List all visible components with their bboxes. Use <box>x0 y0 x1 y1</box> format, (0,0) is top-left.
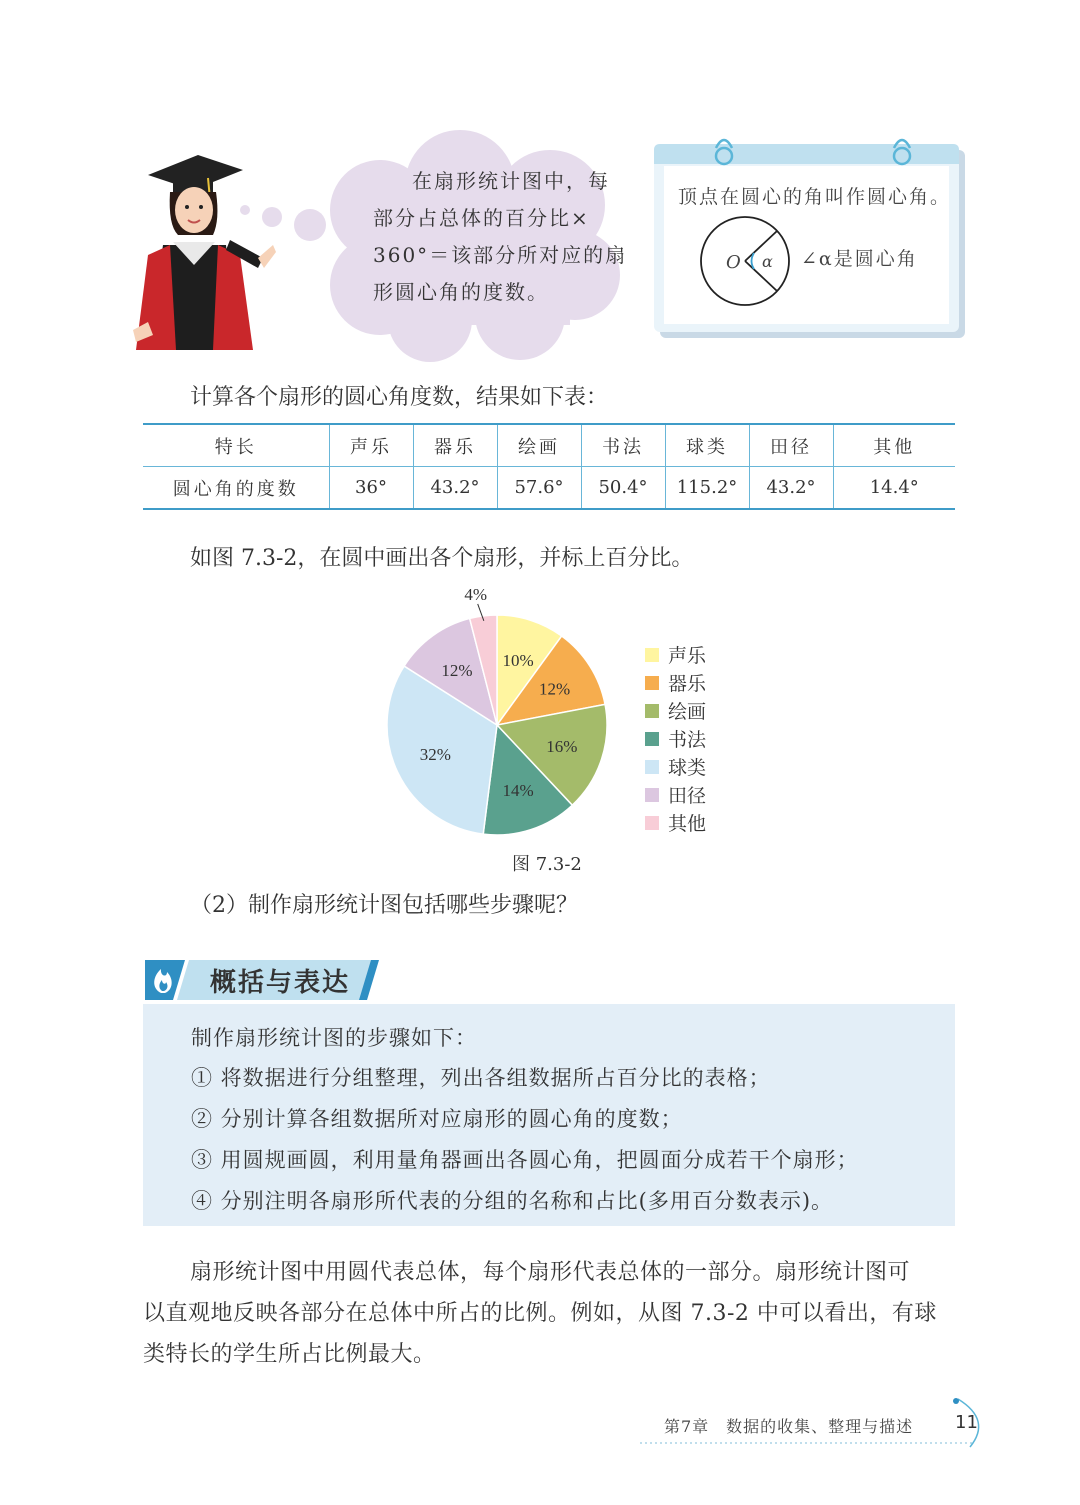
table-cell: 43.2° <box>749 467 833 510</box>
pie-slice-label: 4% <box>464 584 488 604</box>
pie-slice-label: 16% <box>546 737 578 757</box>
table-header-cell: 绘画 <box>497 424 581 467</box>
legend-label: 球类 <box>668 757 707 779</box>
summary-step: ① 将数据进行分组整理，列出各组数据所占百分比的表格； <box>191 1066 771 1090</box>
table-header-cell: 声乐 <box>329 424 413 467</box>
closing-line-2: 以直观地反映各部分在总体中所占的比例。例如，从图 7.3-2 中可以看出，有球 <box>143 1301 937 1326</box>
note-definition: 顶点在圆心的角叫作圆心角。 <box>678 186 952 208</box>
table-cell: 43.2° <box>413 467 497 510</box>
note-card-frame <box>650 130 970 345</box>
pie-slice-label: 10% <box>502 651 534 671</box>
pie-chart <box>370 580 730 850</box>
legend-label: 书法 <box>668 729 707 751</box>
table-cell: 14.4° <box>833 467 955 510</box>
cloud-line-4: 形圆心角的度数。 <box>373 280 549 304</box>
summary-step: ③ 用圆规画圆，利用量角器画出各圆心角，把圆面分成若干个扇形； <box>191 1148 859 1172</box>
legend-label: 绘画 <box>668 701 707 723</box>
page-number: 11 <box>955 1412 978 1433</box>
table-cell: 圆心角的度数 <box>143 467 329 510</box>
pie-slice-label: 12% <box>441 660 473 680</box>
table-header-cell: 书法 <box>581 424 665 467</box>
summary-box <box>143 1004 955 1226</box>
legend-swatch <box>645 676 659 690</box>
center-label: O <box>726 252 743 273</box>
closing-line-3: 类特长的学生所占比例最大。 <box>143 1342 436 1367</box>
legend-swatch <box>645 732 659 746</box>
legend-swatch <box>645 760 659 774</box>
cloud-line-1: 在扇形统计图中，每 <box>412 169 610 193</box>
figure-intro: 如图 7.3-2，在圆中画出各个扇形，并标上百分比。 <box>190 546 694 571</box>
figure-caption: 图 7.3-2 <box>512 854 582 875</box>
note-caption: ∠α是圆心角 <box>801 248 918 270</box>
table-cell: 50.4° <box>581 467 665 510</box>
table-header-cell: 球类 <box>665 424 749 467</box>
summary-step: ② 分别计算各组数据所对应扇形的圆心角的度数； <box>191 1107 683 1131</box>
legend-swatch <box>645 648 659 662</box>
cloud-line-2: 部分占总体的百分比× <box>373 206 590 230</box>
legend-label: 田径 <box>668 785 707 807</box>
legend-label: 器乐 <box>668 673 707 695</box>
footer-chapter: 第7章 数据的收集、整理与描述 <box>664 1417 914 1436</box>
table-header-cell: 田径 <box>749 424 833 467</box>
closing-line-1: 扇形统计图中用圆代表总体，每个扇形代表总体的一部分。扇形统计图可 <box>190 1260 911 1285</box>
table-cell: 57.6° <box>497 467 581 510</box>
table-cell: 36° <box>329 467 413 510</box>
pie-slice-label: 12% <box>538 679 571 699</box>
intro-text: 计算各个扇形的圆心角度数，结果如下表： <box>190 385 609 410</box>
table-cell: 115.2° <box>665 467 749 510</box>
table-header-cell: 特长 <box>143 424 329 467</box>
table-row <box>143 467 955 510</box>
legend-label: 声乐 <box>668 645 707 667</box>
pie-slice-label: 14% <box>502 780 534 800</box>
thought-cloud <box>230 125 630 365</box>
legend-swatch <box>645 816 659 830</box>
table-header-row <box>143 424 955 467</box>
cloud-line-3: 360°＝该部分所对应的扇 <box>373 243 628 267</box>
table-header-cell: 器乐 <box>413 424 497 467</box>
legend-swatch <box>645 788 659 802</box>
summary-lead: 制作扇形统计图的步骤如下： <box>191 1026 477 1050</box>
section-title: 概括与表达 <box>210 968 351 998</box>
central-angle-table <box>143 423 955 510</box>
question-text: （2）制作扇形统计图包括哪些步骤呢？ <box>190 893 578 918</box>
summary-step: ④ 分别注明各扇形所代表的分组的名称和占比(多用百分数表示)。 <box>191 1189 834 1213</box>
pie-slice-label: 32% <box>419 745 451 765</box>
angle-label: α <box>762 252 775 271</box>
legend-label: 其他 <box>668 813 707 835</box>
table-header-cell: 其他 <box>833 424 955 467</box>
note-card <box>650 130 970 345</box>
legend-swatch <box>645 704 659 718</box>
